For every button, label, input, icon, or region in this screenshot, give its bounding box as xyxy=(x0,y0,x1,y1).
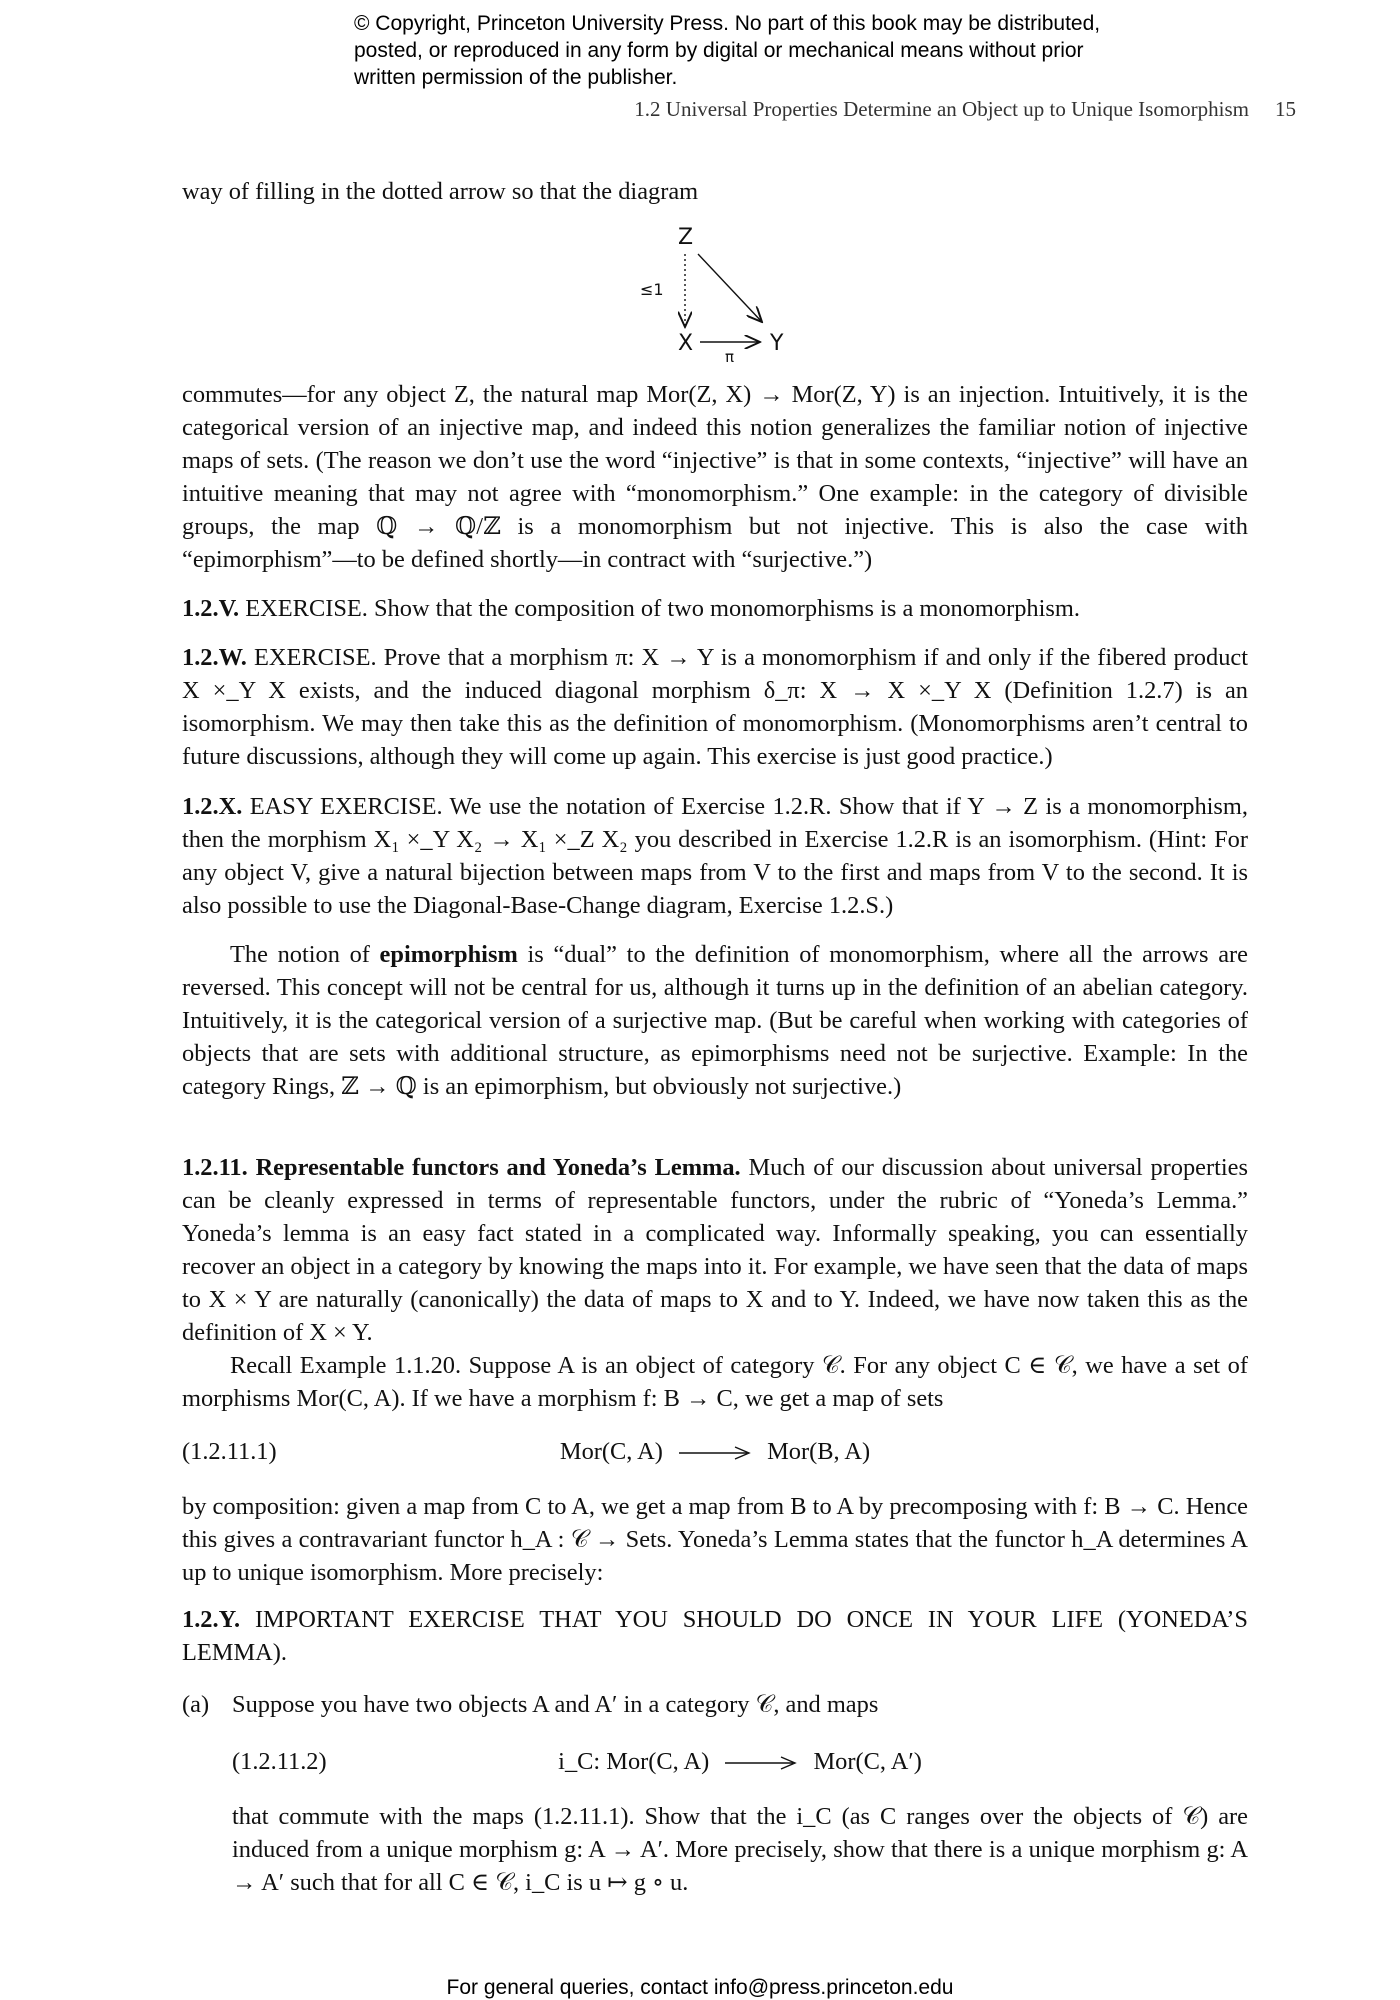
exercise-x xyxy=(182,790,1248,922)
section-representable xyxy=(182,1151,1248,1415)
exercise-w-text: EXERCISE. Prove that a morphism π: X → Y is a monomorphism if and only if the fibered product X ×_Y X exists, and the induced diagonal morphism δ_π: X → X ×_Y X (Definition 1.2.7) is an isomorphism. We may then take this as the definition of monomorphism. (Monomorphisms aren’t central to future discussions, although they will come up again. This exercise is just good practice.) xyxy=(182,644,1248,770)
exercise-v xyxy=(182,592,1248,625)
running-header xyxy=(0,97,1296,122)
recall-text: Recall Example 1.1.20. Suppose A is an object of category 𝒞. For any object C ∈ 𝒞, we have a set of morphisms Mor(C, A). If we have a morphism f: B → C, we get a map of sets xyxy=(182,1352,1248,1412)
item-a-label: (a) xyxy=(182,1691,210,1718)
diagram-node-z: Z xyxy=(678,225,694,250)
equation-label: (1.2.11.2) xyxy=(232,1748,327,1775)
equation-lhs: i_C: Mor(C, A) xyxy=(558,1748,710,1775)
equation-rhs: Mor(C, A′) xyxy=(813,1748,922,1775)
commutative-diagram xyxy=(620,222,820,366)
commute-2-text: that commute with the maps (1.2.11.1). Show that the i_C (as C ranges over the objects of 𝒞) are induced from a unique morphism g: A → A′. More precisely, show that there is a unique morphism g: A → A′ such that for all C ∈ 𝒞, i_C is u ↦ g ∘ u. xyxy=(232,1803,1248,1896)
exercise-v-label: 1.2.V. xyxy=(182,595,240,622)
exercise-y-label: 1.2.Y. xyxy=(182,1606,241,1633)
equation-label: (1.2.11.1) xyxy=(182,1438,277,1465)
epi-pre: The notion of xyxy=(230,941,380,968)
diagonal-arrow xyxy=(698,254,762,322)
exercise-v-text: EXERCISE. Show that the composition of two monomorphisms is a monomorphism. xyxy=(245,595,1080,622)
page-number: 15 xyxy=(1275,97,1296,121)
bycomposition-text: by composition: given a map from C to A, we get a map from B to A by precomposing with f: B → C. Hence this gives a contravariant functor h_A : 𝒞 → Sets. Yoneda’s Lemma states that the functor h_A determines A up to unique isomorphism. More precisely: xyxy=(182,1493,1248,1586)
section-heading: 1.2.11. Representable functors and Yoneda’s Lemma. xyxy=(182,1154,741,1181)
item-a xyxy=(182,1688,1248,1721)
running-title: 1.2 Universal Properties Determine an Object up to Unique Isomorphism xyxy=(634,97,1249,121)
bycomposition-paragraph xyxy=(182,1490,1248,1589)
epimorphism-paragraph xyxy=(182,938,1248,1103)
epi-post: is “dual” to the definition of monomorphism, where all the arrows are reversed. This concept will not be central for us, although it turns up in the definition of an abelian category. Intuitively, it is the categorical version of a surjective map. (But be careful when working with categories of objects that are sets with additional structure, as epimorphisms need not be surjective. Example: In the category Rings, ℤ → ℚ is an epimorphism, but obviously not surjective.) xyxy=(182,941,1248,1100)
intro-text: way of filling in the dotted arrow so that the diagram xyxy=(182,178,699,205)
diagram-node-x: X xyxy=(678,331,694,356)
section-text: Much of our discussion about universal properties can be cleanly expressed in terms of representable functors, under the rubric of “Yoneda’s Lemma.” Yoneda’s lemma is an easy fact stated in a complicated way. Informally speaking, you can essentially recover an object in a category by knowing the maps into it. For example, we have seen that the data of maps to X × Y are naturally (canonically) the data of maps to X and to Y. Indeed, we have now taken this as the definition of X × Y. xyxy=(182,1154,1248,1346)
footer: For general queries, contact info@press.princeton.edu xyxy=(446,1976,954,1999)
horizontal-arrow-label: π xyxy=(725,348,735,366)
dotted-arrow-label: ≤1 xyxy=(640,280,664,299)
diagram-node-y: Y xyxy=(770,331,784,356)
commutes-paragraph xyxy=(182,378,1248,576)
exercise-w xyxy=(182,641,1248,773)
equation-lhs: Mor(C, A) xyxy=(559,1438,663,1465)
equation-rhs: Mor(B, A) xyxy=(767,1438,871,1465)
exercise-x-text: EASY EXERCISE. We use the notation of Exercise 1.2.R. Show that if Y → Z is a monomorphism, then the morphism X₁ ×_Y X₂ → X₁ ×_Z X₂ you described in Exercise 1.2.R is an isomorphism. (Hint: For any object V, give a natural bijection between maps from V to the first and maps from V to the second. It is also possible to use the Diagonal-Base-Change diagram, Exercise 1.2.S.) xyxy=(182,793,1248,919)
right-arrow-icon xyxy=(721,1756,801,1770)
commutes-text: commutes—for any object Z, the natural map Mor(Z, X) → Mor(Z, Y) is an injection. Intuitively, it is the categorical version of an injective map, and indeed this notion generalizes the familiar notion of injective maps of sets. (The reason we don’t use the word “injective” is that in some contexts, “injective” will have an intuitive meaning that may not agree with “monomorphism.” One example: in the category of divisible groups, the map ℚ → ℚ/ℤ is a monomorphism but not injective. This is also the case with “epimorphism”—to be defined shortly—in contract with “surjective.”) xyxy=(182,381,1248,573)
commute-2-paragraph xyxy=(232,1800,1248,1899)
exercise-w-label: 1.2.W. xyxy=(182,644,247,671)
intro-paragraph xyxy=(182,175,1248,208)
item-a-text: Suppose you have two objects A and A′ in a category 𝒞, and maps xyxy=(232,1691,879,1718)
exercise-y-text: IMPORTANT EXERCISE THAT YOU SHOULD DO ONCE IN YOUR LIFE (YONEDA’S LEMMA). xyxy=(182,1606,1248,1666)
epi-bold: epimorphism xyxy=(379,941,518,968)
right-arrow-icon xyxy=(675,1446,755,1460)
exercise-y xyxy=(182,1603,1248,1669)
copyright-notice: © Copyright, Princeton University Press. No part of this book may be distributed, posted, or reproduced in any form by digital or mechanical means without prior written permission of the publisher. xyxy=(354,12,1101,89)
exercise-x-label: 1.2.X. xyxy=(182,793,243,820)
